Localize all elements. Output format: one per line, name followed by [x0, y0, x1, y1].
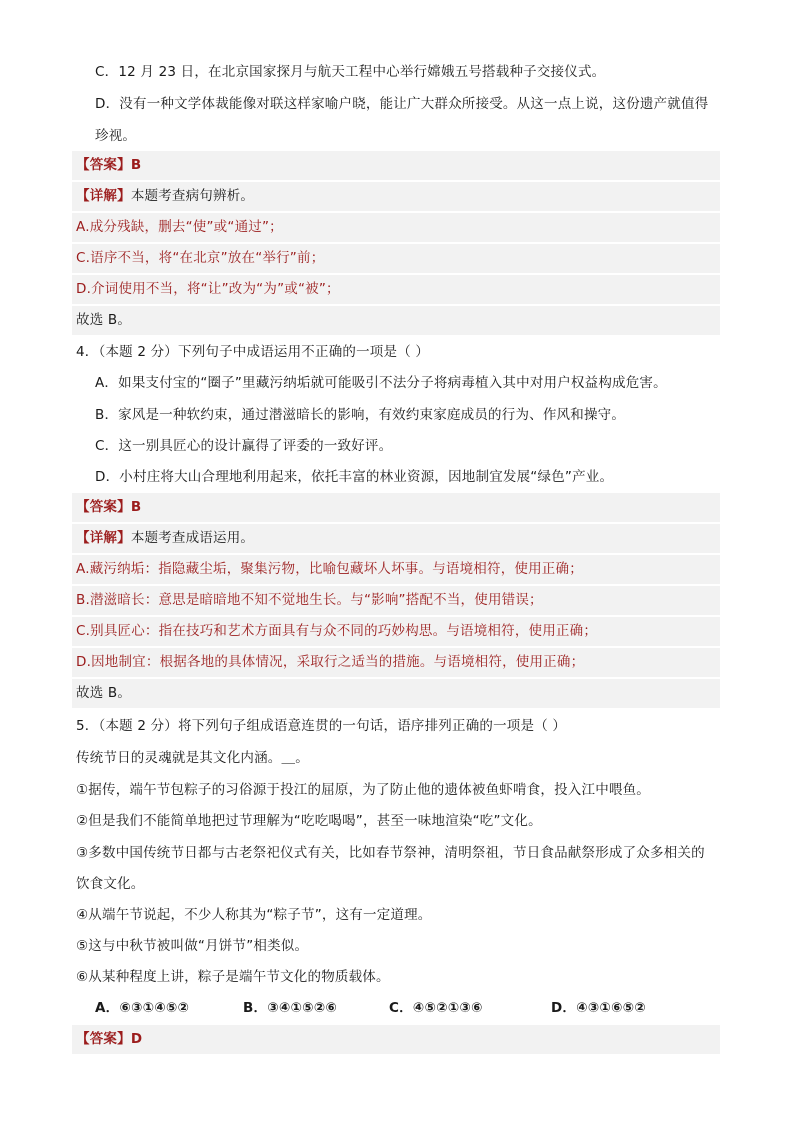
q5-lead: 传统节日的灵魂就是其文化内涵。＿。 [76, 750, 309, 766]
q3-explanation-row [72, 275, 720, 304]
q5-sentence-2: ②但是我们不能简单地把过节理解为“吃吃喝喝”，甚至一味地渲染“吃”文化。 [76, 813, 542, 829]
q5-choice-c: C．④⑤②①③⑥ [389, 1000, 483, 1016]
q3-explanation-row [72, 244, 720, 273]
q5-answer [76, 1029, 142, 1049]
q4-explanation-row [72, 586, 720, 615]
q3-option-d-line1: D．没有一种文学体裁能像对联这样家喻户晓，能让广大群众所接受。从这一点上说，这份遗产就值得 [95, 96, 709, 112]
detail-label: 【详解】 [76, 530, 131, 546]
q5-sentence-6: ⑥从某种程度上讲，粽子是端午节文化的物质载体。 [76, 969, 390, 985]
q5-choice-d: D．④③①⑥⑤② [551, 1000, 646, 1016]
q3-option-d-line2: 珍视。 [95, 128, 137, 144]
q4-explanation-row [72, 555, 720, 584]
q4-detail-row [72, 524, 720, 553]
q3-conclusion: 故选 B。 [76, 312, 132, 328]
q5-sentence-3-line1: ③多数中国传统节日都与古老祭祀仪式有关，比如春节祭神，清明祭祖，节日食品献祭形成了众多相关的 [76, 845, 705, 861]
answer-label: 【答案】 [76, 499, 131, 515]
q5-choice-a: A．⑥③①④⑤② [95, 1000, 190, 1016]
q5-sentence-3-line2: 饮食文化。 [76, 876, 145, 892]
q5-stem: 5．（本题 2 分）将下列句子组成语意连贯的一句话，语序排列正确的一项是（ ） [76, 718, 567, 734]
q4-conclusion: 故选 B。 [76, 685, 132, 701]
q4-detail [76, 528, 254, 548]
q4-explanation-a: A.藏污纳垢：指隐藏尘垢，聚集污物，比喻包藏坏人坏事。与语境相符，使用正确； [76, 561, 583, 577]
q3-explanation-a: A.成分残缺，删去“使”或“通过”； [76, 219, 283, 235]
q3-detail [76, 186, 254, 206]
q4-explanation-row [72, 617, 720, 646]
q5-sentence-1: ①据传，端午节包粽子的习俗源于投江的屈原，为了防止他的遗体被鱼虾啃食，投入江中喂鱼。 [76, 782, 651, 798]
q4-answer-row [72, 493, 720, 522]
q5-sentence-4: ④从端午节说起，不少人称其为“粽子节”，这有一定道理。 [76, 907, 432, 923]
q4-option-a: A．如果支付宝的“圈子”里藏污纳垢就可能吸引不法分子将病毒植入其中对用户权益构成危害。 [95, 375, 667, 391]
q4-stem: 4．（本题 2 分）下列句子中成语运用不正确的一项是（ ） [76, 344, 430, 360]
q3-answer [76, 155, 141, 175]
q3-explanation-c: C.语序不当，将“在北京”放在“举行”前； [76, 250, 325, 266]
q3-conclusion-row [72, 306, 720, 335]
q5-sentence-5: ⑤这与中秋节被叫做“月饼节”相类似。 [76, 938, 309, 954]
q4-explanation-row [72, 648, 720, 677]
q3-explanation-row [72, 213, 720, 242]
q4-explanation-d: D.因地制宜：根据各地的具体情况，采取行之适当的措施。与语境相符，使用正确； [76, 654, 585, 670]
answer-label: 【答案】 [76, 1031, 131, 1047]
q4-answer [76, 497, 141, 517]
q3-explanation-d: D.介词使用不当，将“让”改为“为”或“被”； [76, 281, 340, 297]
q4-conclusion-row [72, 679, 720, 708]
detail-intro: 本题考查病句辨析。 [130, 188, 255, 204]
q4-explanation-b: B.潜滋暗长：意思是暗暗地不知不觉地生长。与“影响”搭配不当，使用错误； [76, 592, 543, 608]
q3-option-c: C．12 月 23 日，在北京国家探月与航天工程中心举行嫦娥五号搭载种子交接仪式。 [95, 64, 606, 80]
q5-answer-row [72, 1025, 720, 1054]
answer-label: 【答案】 [76, 157, 131, 173]
q3-detail-row [72, 182, 720, 211]
answer-value: D [130, 1031, 143, 1047]
detail-intro: 本题考查成语运用。 [130, 530, 255, 546]
q4-option-c: C．这一别具匠心的设计赢得了评委的一致好评。 [95, 438, 393, 454]
detail-label: 【详解】 [76, 188, 131, 204]
q4-explanation-c: C.别具匠心：指在技巧和艺术方面具有与众不同的巧妙构思。与语境相符，使用正确； [76, 623, 598, 639]
q4-option-d: D．小村庄将大山合理地利用起来，依托丰富的林业资源，因地制宜发展“绿色”产业。 [95, 469, 614, 485]
q4-option-b: B．家风是一种软约束，通过潜滋暗长的影响，有效约束家庭成员的行为、作风和操守。 [95, 407, 626, 423]
answer-value: B [130, 157, 142, 173]
answer-value: B [130, 499, 142, 515]
q5-choice-b: B．③④①⑤②⑥ [243, 1000, 337, 1016]
q3-answer-row [72, 151, 720, 180]
